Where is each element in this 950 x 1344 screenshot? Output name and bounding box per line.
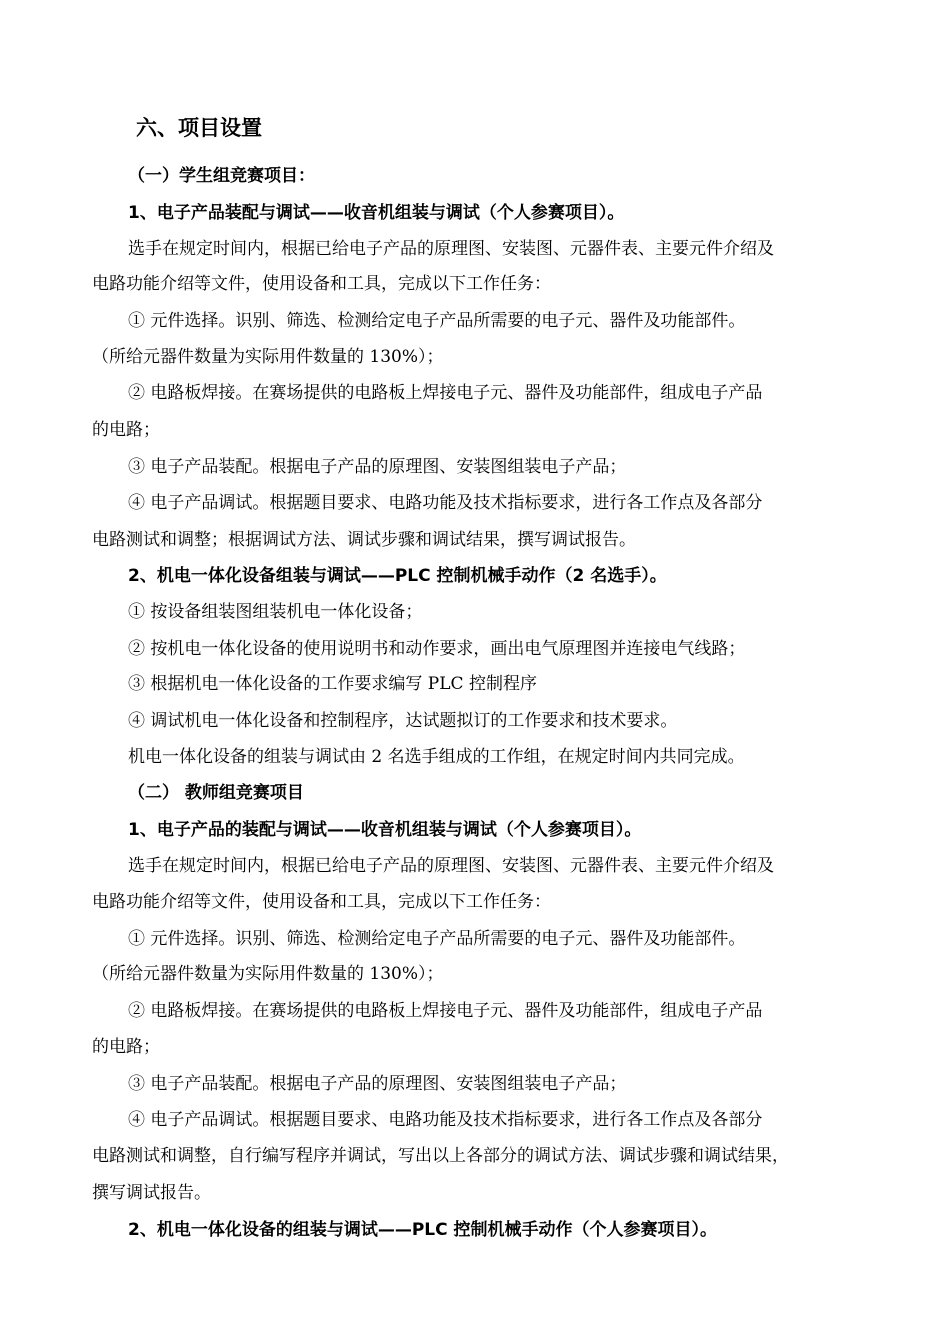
section-heading: 六、项目设置: [136, 116, 262, 140]
paragraph-line: （所给元器件数量为实际用件数量的 130%）；: [92, 964, 444, 984]
paragraph-line: 的电路；: [92, 1037, 160, 1057]
list-item: ④ 调试机电一体化设备和控制程序，达试题拟订的工作要求和技术要求。: [128, 711, 678, 731]
teacher-section-title: （二） 教师组竞赛项目: [128, 783, 304, 803]
paragraph-line: 电路测试和调整，自行编写程序并调试，写出以上各部分的调试方法、调试步骤和调试结果，: [92, 1146, 789, 1166]
paragraph-line: 电路功能介绍等文件，使用设备和工具，完成以下工作任务：: [92, 274, 551, 294]
paragraph-line: 选手在规定时间内，根据已给电子产品的原理图、安装图、元器件表、主要元件介绍及: [128, 856, 774, 876]
list-item: ③ 电子产品装配。根据电子产品的原理图、安装图组装电子产品；: [128, 1074, 627, 1094]
paragraph-line: 电路测试和调整；根据调试方法、调试步骤和调试结果，撰写调试报告。: [92, 530, 636, 550]
student-section-title: （一）学生组竞赛项目：: [128, 166, 315, 186]
list-item: ① 元件选择。识别、筛选、检测给定电子产品所需要的电子元、器件及功能部件。: [128, 929, 746, 949]
list-item: ③ 根据机电一体化设备的工作要求编写 PLC 控制程序: [128, 674, 537, 694]
list-item: ② 按机电一体化设备的使用说明书和动作要求，画出电气原理图并连接电气线路；: [128, 639, 746, 659]
paragraph-line: 电路功能介绍等文件，使用设备和工具，完成以下工作任务：: [92, 892, 551, 912]
list-item: ④ 电子产品调试。根据题目要求、电路功能及技术指标要求，进行各工作点及各部分: [128, 493, 763, 513]
student-item1-title: 1、电子产品装配与调试——收音机组装与调试（个人参赛项目）。: [128, 203, 625, 223]
list-item: ② 电路板焊接。在赛场提供的电路板上焊接电子元、器件及功能部件，组成电子产品: [128, 383, 763, 403]
list-item: ① 按设备组装图组装机电一体化设备；: [128, 602, 423, 622]
paragraph-line: 机电一体化设备的组装与调试由 2 名选手组成的工作组，在规定时间内共同完成。: [128, 747, 745, 767]
list-item: ② 电路板焊接。在赛场提供的电路板上焊接电子元、器件及功能部件，组成电子产品: [128, 1001, 763, 1021]
paragraph-line: 选手在规定时间内，根据已给电子产品的原理图、安装图、元器件表、主要元件介绍及: [128, 239, 774, 259]
teacher-item1-title: 1、电子产品的装配与调试——收音机组装与调试（个人参赛项目）。: [128, 820, 642, 840]
teacher-item2-title: 2、机电一体化设备的组装与调试——PLC 控制机械手动作（个人参赛项目）。: [128, 1220, 718, 1240]
paragraph-line: 撰写调试报告。: [92, 1183, 211, 1203]
list-item: ④ 电子产品调试。根据题目要求、电路功能及技术指标要求，进行各工作点及各部分: [128, 1110, 763, 1130]
paragraph-line: 的电路；: [92, 420, 160, 440]
list-item: ③ 电子产品装配。根据电子产品的原理图、安装图组装电子产品；: [128, 457, 627, 477]
list-item: ① 元件选择。识别、筛选、检测给定电子产品所需要的电子元、器件及功能部件。: [128, 311, 746, 331]
paragraph-line: （所给元器件数量为实际用件数量的 130%）；: [92, 347, 444, 367]
student-item2-title: 2、机电一体化设备组装与调试——PLC 控制机械手动作（2 名选手）。: [128, 566, 667, 586]
